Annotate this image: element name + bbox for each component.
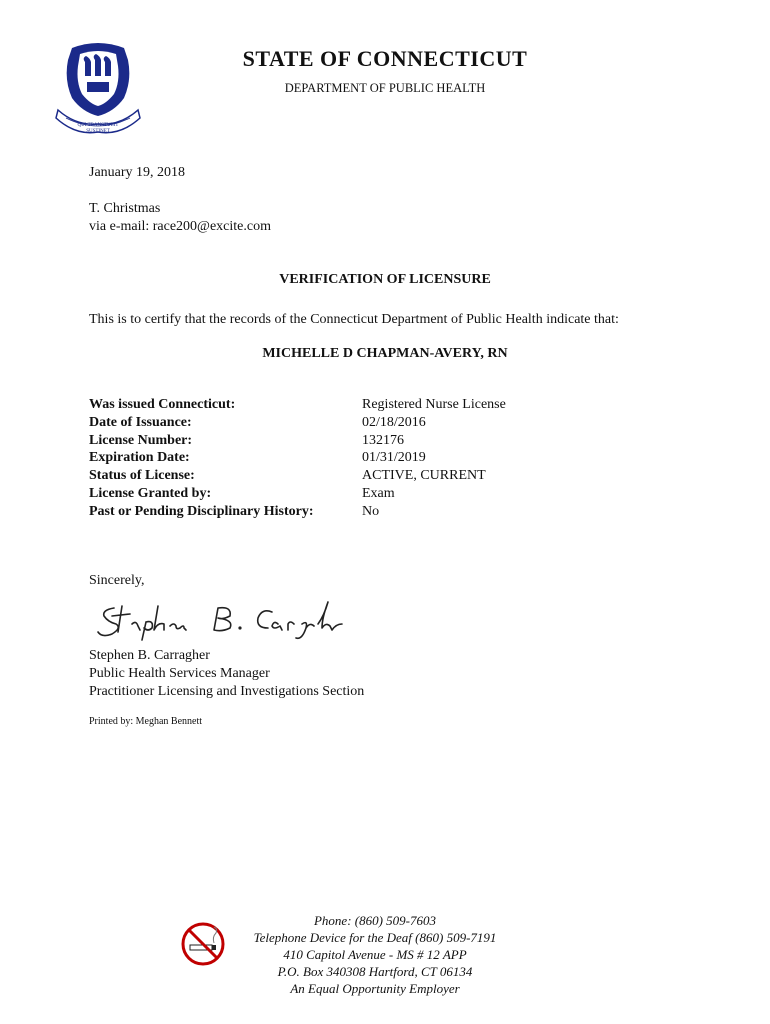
label-issued: Was issued Connecticut: (89, 397, 236, 412)
department-name: DEPARTMENT OF PUBLIC HEALTH (284, 81, 486, 95)
footer-eeo: An Equal Opportunity Employer (290, 981, 460, 996)
footer-address-line2: P.O. Box 340308 Hartford, CT 06134 (277, 964, 473, 979)
signer-title: Public Health Services Manager (89, 666, 270, 681)
value-date-of-issuance: 02/18/2016 (362, 414, 426, 430)
letter-date: January 19, 2018 (89, 165, 186, 180)
salutation: Sincerely, (89, 573, 145, 588)
value-license-number: 132176 (362, 432, 404, 448)
document-title: STATE OF CONNECTICUT (242, 46, 528, 71)
label-expiration-date: Expiration Date: (89, 450, 190, 466)
value-expiration-date: 01/31/2019 (362, 450, 426, 466)
footer-phone: Phone: (860) 509-7603 (313, 913, 437, 928)
recipient-block (89, 200, 271, 236)
no-smoking-icon (180, 921, 226, 967)
label-license-number: License Number: (89, 432, 193, 448)
license-values (362, 396, 506, 521)
signature-image (92, 594, 360, 644)
signer-section: Practitioner Licensing and Investigations Section (89, 684, 365, 699)
label-disciplinary-history: Past or Pending Disciplinary History: (89, 503, 314, 519)
label-status: Status of License: (89, 468, 195, 484)
footer-address-line1: 410 Capitol Avenue - MS # 12 APP (283, 947, 467, 962)
label-granted-by: License Granted by: (89, 485, 212, 501)
label-date-of-issuance: Date of Issuance: (89, 414, 192, 430)
recipient-name: T. Christmas (89, 201, 161, 216)
value-granted-by: Exam (362, 485, 395, 501)
seal-banner-text: QUI TRANSTULIT (77, 123, 119, 128)
value-disciplinary-history: No (362, 503, 380, 519)
certify-statement: This is to certify that the records of the Connecticut Department of Public Health indicate that: (89, 312, 619, 327)
value-status: ACTIVE, CURRENT (362, 468, 486, 484)
letter-heading: VERIFICATION OF LICENSURE (279, 272, 491, 287)
seal-motto-text: SUSTINET (86, 129, 110, 134)
value-issued: Registered Nurse License (362, 397, 506, 412)
printed-by: Printed by: Meghan Bennett (89, 716, 203, 727)
footer-tdd: Telephone Device for the Deaf (860) 509-7191 (253, 930, 497, 945)
signer-block (89, 647, 364, 701)
recipient-email: via e-mail: race200@excite.com (89, 219, 271, 234)
signer-name: Stephen B. Carragher (89, 648, 210, 663)
signature-script: Stephen B. Carragher (92, 594, 101, 595)
licensee-name: MICHELLE D CHAPMAN-AVERY, RN (262, 346, 508, 361)
license-labels (89, 396, 314, 521)
footer-contact (236, 912, 514, 997)
